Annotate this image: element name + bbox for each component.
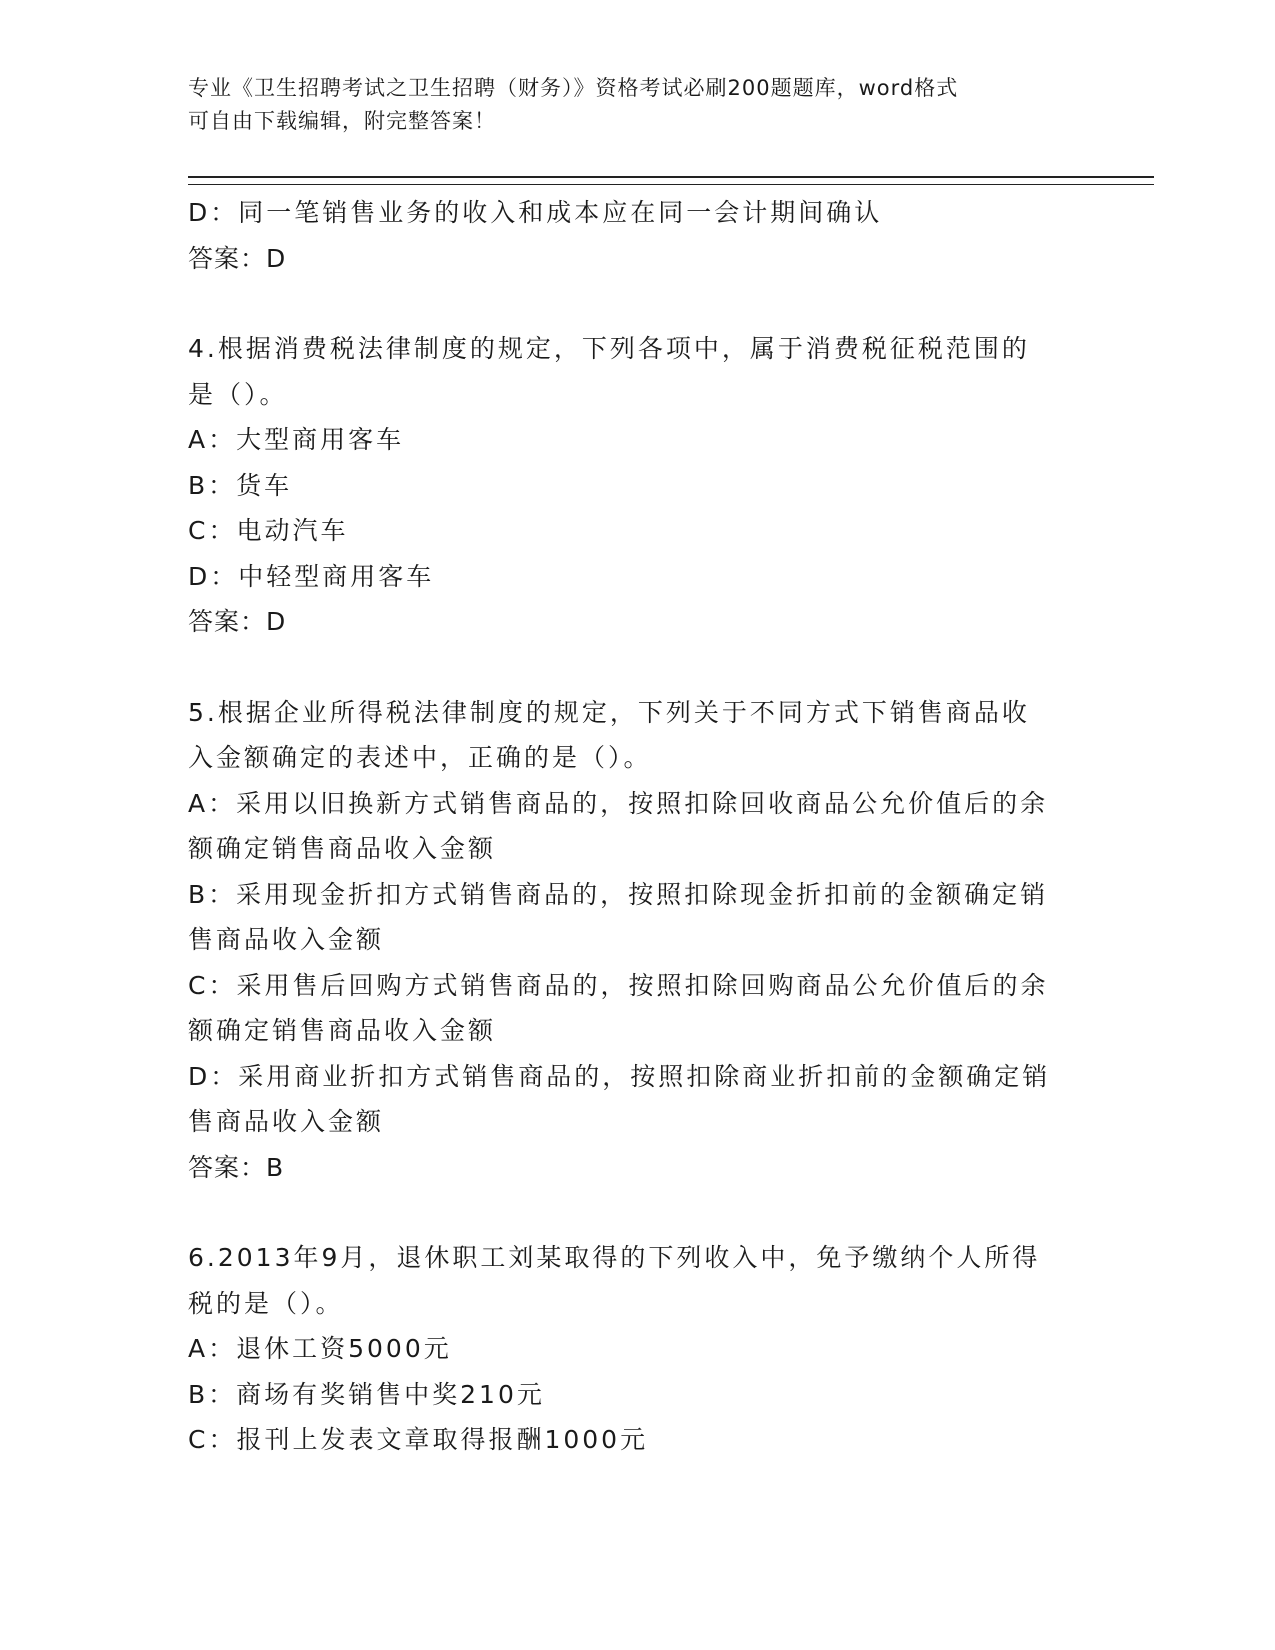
q6-stem-line2: 税的是（）。 bbox=[188, 1288, 344, 1318]
document-header bbox=[188, 72, 1088, 138]
q5-option-c-line1: C：采用售后回购方式销售商品的，按照扣除回购商品公允价值后的余 bbox=[188, 970, 1049, 1000]
q5-answer: 答案：B bbox=[188, 1152, 285, 1182]
q5-option-c-line2: 额确定销售商品收入金额 bbox=[188, 1016, 497, 1045]
q5-option-d-line1: D：采用商业折扣方式销售商品的，按照扣除商业折扣前的金额确定销 bbox=[188, 1061, 1051, 1091]
header-title-line2: 可自由下载编辑，附完整答案！ bbox=[188, 109, 496, 133]
question-6 bbox=[188, 1235, 1088, 1463]
q5-stem-line1: 5.根据企业所得税法律制度的规定，下列关于不同方式下销售商品收 bbox=[188, 697, 1030, 727]
q5-option-a-line2: 额确定销售商品收入金额 bbox=[188, 834, 497, 863]
question-5 bbox=[188, 690, 1088, 1191]
q5-option-d-line2: 售商品收入金额 bbox=[188, 1107, 385, 1136]
q5-option-b-line2: 售商品收入金额 bbox=[188, 925, 385, 954]
q3-answer: 答案：D bbox=[188, 243, 287, 273]
q4-stem-line2: 是（）。 bbox=[188, 379, 288, 409]
q5-option-a-line1: A：采用以旧换新方式销售商品的，按照扣除回收商品公允价值后的余 bbox=[188, 788, 1049, 818]
q6-option-b: B：商场有奖销售中奖210元 bbox=[188, 1379, 545, 1409]
q4-answer: 答案：D bbox=[188, 607, 287, 636]
q3-option-d: D：同一笔销售业务的收入和成本应在同一会计期间确认 bbox=[188, 198, 883, 227]
q6-stem-line1: 6.2013年9月，退休职工刘某取得的下列收入中，免予缴纳个人所得 bbox=[188, 1243, 1041, 1272]
header-title-line1: 专业《卫生招聘考试之卫生招聘（财务）》资格考试必刷200题题库，word格式 bbox=[188, 76, 959, 100]
q6-option-c: C：报刊上发表文章取得报酬1000元 bbox=[188, 1425, 649, 1454]
q6-option-a: A：退休工资5000元 bbox=[188, 1334, 452, 1363]
question-content bbox=[188, 190, 1088, 1463]
q4-option-b: B：货车 bbox=[188, 470, 293, 500]
q4-option-d: D：中轻型商用客车 bbox=[188, 561, 435, 591]
q5-option-b-line1: B：采用现金折扣方式销售商品的，按照扣除现金折扣前的金额确定销 bbox=[188, 879, 1049, 909]
q4-option-c: C：电动汽车 bbox=[188, 516, 349, 545]
header-divider bbox=[188, 176, 1154, 185]
question-3-tail bbox=[188, 190, 1088, 281]
question-4 bbox=[188, 326, 1088, 645]
q4-option-a: A：大型商用客车 bbox=[188, 425, 405, 454]
q4-stem-line1: 4.根据消费税法律制度的规定，下列各项中，属于消费税征税范围的 bbox=[188, 334, 1030, 363]
q5-stem-line2: 入金额确定的表述中，正确的是（）。 bbox=[188, 743, 652, 772]
